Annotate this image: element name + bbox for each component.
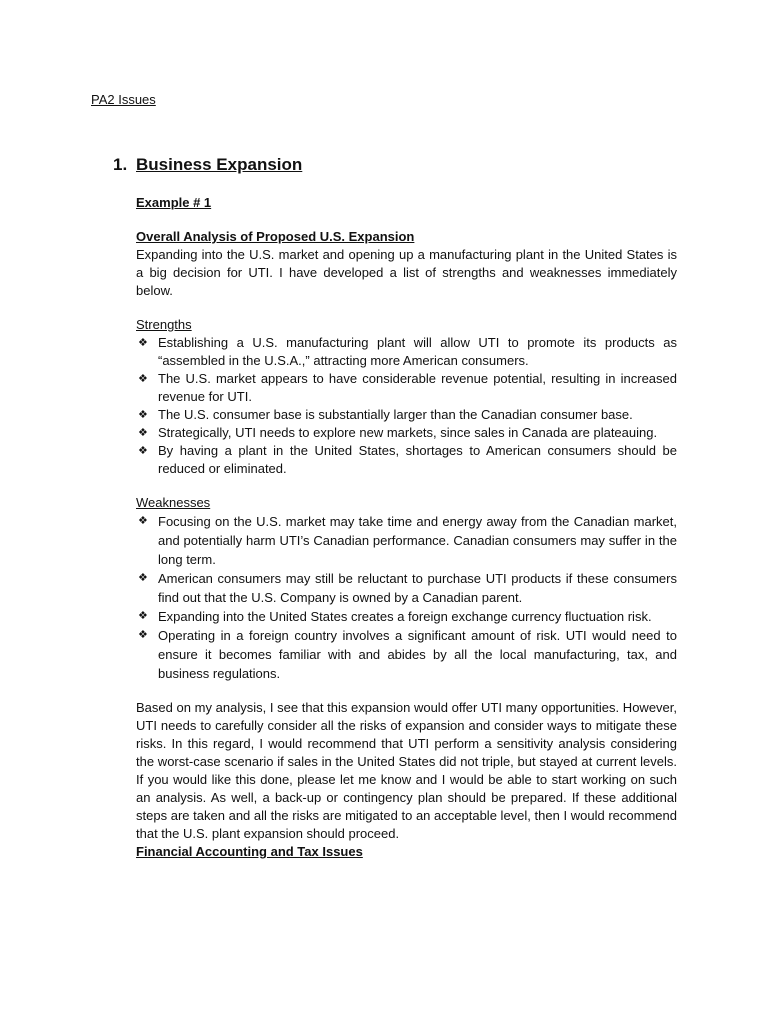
diamond-bullet-icon: ❖ bbox=[138, 610, 148, 622]
section-title: Business Expansion bbox=[136, 155, 303, 174]
diamond-bullet-icon: ❖ bbox=[138, 572, 148, 584]
diamond-bullet-icon: ❖ bbox=[138, 445, 148, 457]
list-item: ❖ American consumers may still be reluctant to purchase UTI products if these consumers find out that the U.S. Company is owned by a Canadian parent. bbox=[138, 571, 677, 605]
weaknesses-label: Weaknesses bbox=[136, 495, 211, 510]
section-number: 1. bbox=[113, 155, 128, 174]
strengths-label: Strengths bbox=[136, 317, 192, 332]
list-item: ❖ The U.S. market appears to have considerable revenue potential, resulting in increased revenue for UTI. bbox=[138, 371, 677, 404]
section-heading bbox=[113, 155, 302, 175]
diamond-bullet-icon: ❖ bbox=[138, 373, 148, 385]
list-item: ❖ Focusing on the U.S. market may take time and energy away from the Canadian market, and potentially harm UTI’s Canadian performance. Canadian consumers may suffer in the long term. bbox=[138, 514, 677, 567]
diamond-bullet-icon: ❖ bbox=[138, 427, 148, 439]
list-item: ❖ Operating in a foreign country involves a significant amount of risk. UTI would need to ensure it becomes familiar with and abides by all the local manufacturing, tax, and business regulations. bbox=[138, 628, 677, 681]
diamond-bullet-icon: ❖ bbox=[138, 515, 148, 527]
diamond-bullet-icon: ❖ bbox=[138, 409, 148, 421]
weaknesses-list bbox=[136, 512, 677, 683]
next-heading: Financial Accounting and Tax Issues bbox=[136, 844, 363, 859]
list-item: ❖ Expanding into the United States creates a foreign exchange currency fluctuation risk. bbox=[138, 609, 652, 624]
list-item: ❖ The U.S. consumer base is substantially larger than the Canadian consumer base. bbox=[138, 407, 633, 422]
diamond-bullet-icon: ❖ bbox=[138, 629, 148, 641]
analysis-heading: Overall Analysis of Proposed U.S. Expansion bbox=[136, 229, 415, 244]
analysis-intro: Expanding into the U.S. market and opening up a manufacturing plant in the United States is a big decision for UTI. I have developed a list of strengths and weaknesses immediately below. bbox=[136, 247, 677, 298]
list-item: ❖ Strategically, UTI needs to explore new markets, since sales in Canada are plateauing. bbox=[138, 425, 658, 440]
conclusion-paragraph: Based on my analysis, I see that this expansion would offer UTI many opportunities. However, UTI needs to carefully consider all the risks of expansion and consider ways to mitigate these risks. In this regard, I would recommend that UTI perform a sensitivity analysis considering the worst-case scenario if sales in the United States did not triple, but stayed at current levels. If you would like this done, please let me know and I would be able to start working on such an analysis. As well, a back-up or contingency plan should be prepared. If these additional steps are taken and all the risks are mitigated to an acceptable level, then I would recommend that the U.S. plant expansion should proceed. bbox=[136, 700, 677, 841]
diamond-bullet-icon: ❖ bbox=[138, 337, 148, 349]
list-item: ❖ By having a plant in the United States, shortages to American consumers should be reduced or eliminated. bbox=[138, 443, 677, 476]
example-label: Example # 1 bbox=[136, 195, 212, 210]
document-label: PA2 Issues bbox=[91, 92, 156, 107]
strengths-list bbox=[136, 334, 677, 478]
list-item: ❖ Establishing a U.S. manufacturing plant will allow UTI to promote its products as “assembled in the U.S.A.,” attracting more American consumers. bbox=[138, 335, 677, 368]
section-content bbox=[136, 194, 677, 861]
